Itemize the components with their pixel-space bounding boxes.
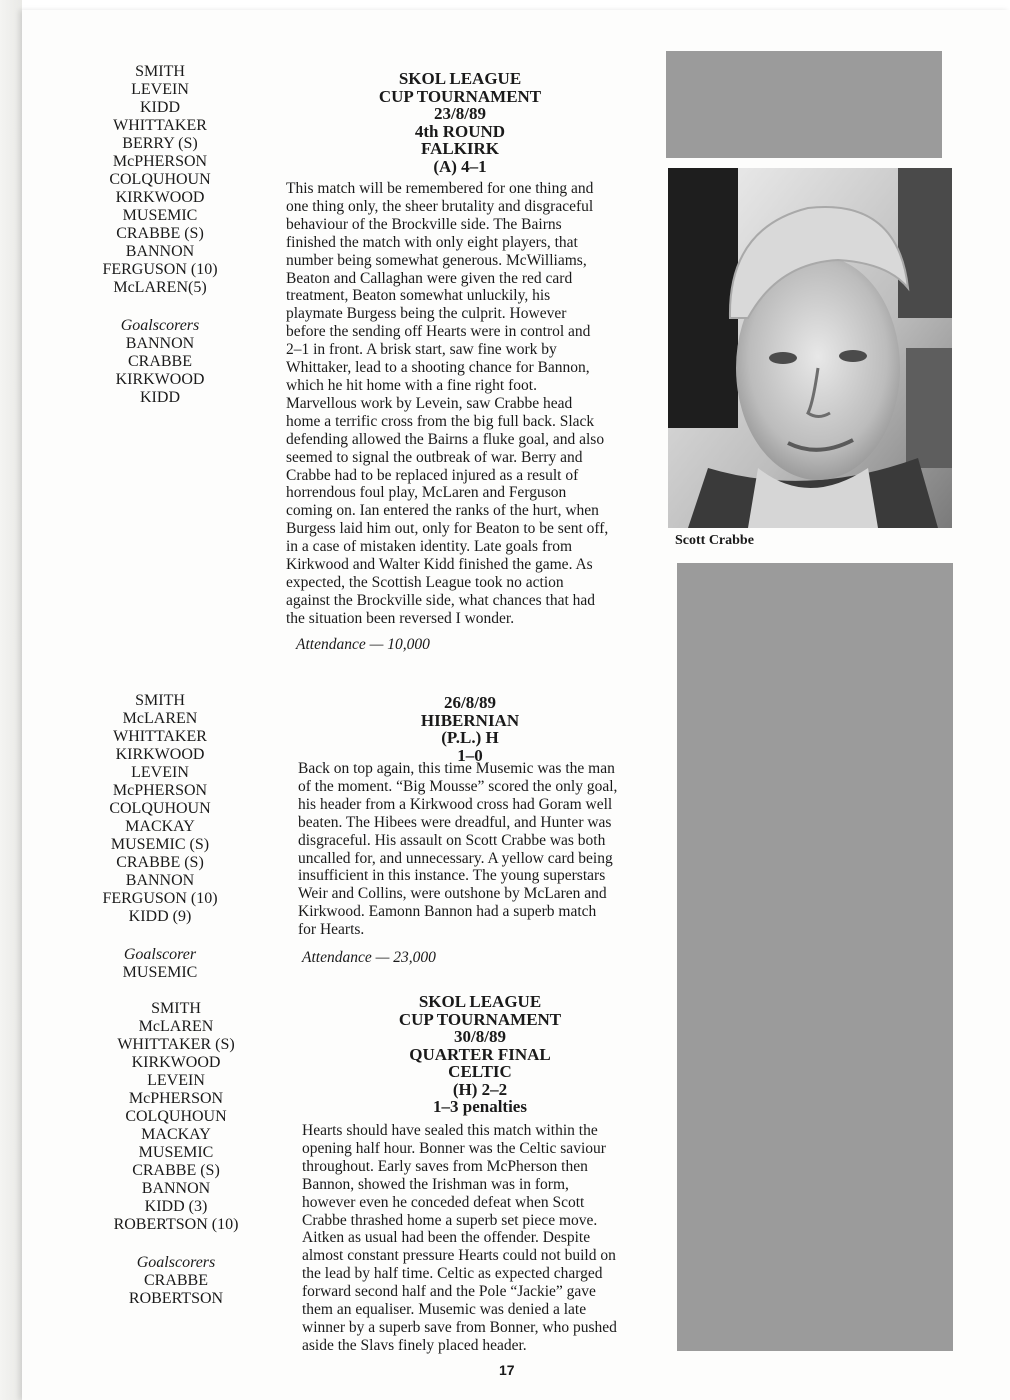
report-line: Whittaker, lead to a shooting chance for Bannon, bbox=[286, 359, 590, 377]
report-line: Weir and Collins, were outshone by McLaren and bbox=[298, 885, 607, 903]
match-date: 30/8/89 bbox=[454, 1027, 506, 1046]
player-name: COLQUHOUN bbox=[109, 800, 211, 817]
goalscorer-name: KIRKWOOD bbox=[115, 371, 205, 388]
report-line: Crabbe had to be replaced injured as a result of bbox=[286, 466, 579, 484]
player-name: COLQUHOUN bbox=[125, 1108, 227, 1125]
attendance-hibernian: Attendance — 23,000 bbox=[302, 949, 436, 966]
player-name: McPHERSON bbox=[112, 153, 208, 170]
player-name: KIDD bbox=[140, 99, 180, 116]
report-line: Aitken as usual had been the offender. Despite bbox=[302, 1229, 591, 1247]
report-line: Back on top again, this time Musemic was the man bbox=[298, 760, 615, 777]
report-line: the lead by half time. Celtic as expected charged bbox=[302, 1265, 603, 1283]
player-photo bbox=[668, 168, 952, 528]
player-name: McLAREN bbox=[138, 1018, 214, 1035]
player-name: McLAREN(5) bbox=[113, 279, 207, 296]
player-name: MACKAY bbox=[141, 1126, 211, 1143]
report-line: Hearts should have sealed this match within the bbox=[302, 1122, 598, 1139]
player-name: KIRKWOOD bbox=[115, 746, 205, 763]
player-name: LEVEIN bbox=[131, 81, 189, 98]
goalscorer-name: KIDD bbox=[140, 389, 180, 406]
report-line: uncalled for, and unnecessary. A yellow card being bbox=[298, 849, 613, 867]
player-name: MACKAY bbox=[125, 818, 195, 835]
match-round: 4th ROUND bbox=[414, 121, 506, 141]
report-line: beaten. The Hibees were dreadful, and Hunter was bbox=[298, 813, 612, 831]
player-name: BANNON bbox=[125, 243, 195, 260]
player-name: McPHERSON bbox=[112, 782, 208, 799]
report-line: insufficient in this instance. The young superstars bbox=[298, 867, 606, 885]
report-line: opening half hour. Bonner was the Celtic saviour bbox=[302, 1139, 606, 1157]
player-name: BANNON bbox=[125, 872, 195, 889]
match-score: (H) 2–2 bbox=[452, 1079, 508, 1099]
player-name: SMITH bbox=[135, 692, 185, 709]
page-edge bbox=[0, 0, 22, 1400]
penalty-result: 1–3 penalties bbox=[433, 1097, 527, 1116]
player-name: KIRKWOOD bbox=[131, 1054, 221, 1071]
report-line: seemed to signal the outbreak of war. Berry and bbox=[286, 448, 583, 466]
attendance-falkirk: Attendance — 10,000 bbox=[296, 636, 430, 653]
report-line: for Hearts. bbox=[298, 921, 365, 939]
goalscorers-label: Goalscorers bbox=[120, 317, 200, 334]
report-line: finished the match with only eight players, that bbox=[286, 233, 578, 251]
report-line: horrendous foul play, McLaren and Ferguson bbox=[286, 484, 567, 502]
report-line: home a terrific cross from the big full back. Slack bbox=[286, 412, 595, 430]
player-name: FERGUSON (10) bbox=[102, 890, 218, 907]
player-name: WHITTAKER bbox=[113, 117, 207, 134]
report-line: coming on. Ian entered the ranks of the hurt, when bbox=[286, 502, 599, 520]
player-name: BANNON bbox=[141, 1180, 211, 1197]
player-name: McLAREN bbox=[122, 710, 198, 727]
player-name: KIDD (9) bbox=[128, 908, 192, 925]
report-line: them an equaliser. Musemic was denied a late bbox=[302, 1301, 587, 1319]
report-line: however even he conceded defeat when Scott bbox=[302, 1193, 585, 1211]
player-name: CRABBE (S) bbox=[116, 854, 204, 871]
goalscorer-name: BANNON bbox=[125, 335, 195, 352]
report-line: throughout. Early saves from McPherson then bbox=[302, 1157, 588, 1175]
player-name: LEVEIN bbox=[147, 1072, 205, 1089]
player-name: SMITH bbox=[135, 63, 185, 80]
report-line: expected, the Scottish League took no action bbox=[286, 573, 564, 591]
player-name: LEVEIN bbox=[131, 764, 189, 781]
match-heading-celtic bbox=[352, 993, 608, 1116]
report-line: forward second half and the Pole “Jackie” gave bbox=[302, 1283, 596, 1301]
report-line: Bannon, showed the Irishman was in form, bbox=[302, 1175, 569, 1193]
report-line: 2–1 in front. A brisk start, saw fine work by bbox=[286, 341, 557, 359]
report-line: his header from a Kirkwood cross had Goram well bbox=[298, 795, 613, 813]
report-line: This match will be remembered for one thing and bbox=[286, 180, 594, 197]
goalscorers-label: Goalscorer bbox=[123, 946, 197, 963]
goalscorer-name: MUSEMIC bbox=[122, 964, 198, 981]
match-date: 23/8/89 bbox=[434, 104, 486, 123]
report-line: behaviour of the Brockville side. The Bairns bbox=[286, 215, 562, 233]
grey-panel-bottom bbox=[677, 563, 953, 1351]
player-name: MUSEMIC bbox=[122, 207, 198, 224]
competition-subtitle: CUP TOURNAMENT bbox=[378, 86, 542, 106]
report-line: treatment, Beaton somewhat unluckily, his bbox=[286, 287, 551, 305]
match-report-celtic bbox=[302, 1122, 660, 1355]
lineup-hibernian bbox=[60, 692, 260, 982]
report-line: Crabbe thrashed home a superb set piece move. bbox=[302, 1211, 598, 1229]
lineup-falkirk bbox=[60, 63, 260, 407]
player-name: KIRKWOOD bbox=[115, 189, 205, 206]
lineup-celtic bbox=[76, 1000, 276, 1308]
player-name: McPHERSON bbox=[128, 1090, 224, 1107]
player-name: KIDD (3) bbox=[144, 1198, 208, 1215]
report-line: the situation been reversed I wonder. bbox=[286, 609, 515, 627]
player-name: MUSEMIC bbox=[138, 1144, 214, 1161]
report-line: in a case of mistaken identity. Late goals from bbox=[286, 538, 573, 556]
page-number: 17 bbox=[499, 1362, 515, 1378]
match-date: 26/8/89 bbox=[444, 693, 496, 712]
report-line: playmate Burgess being the culprit. However bbox=[286, 305, 567, 323]
report-line: disgraceful. His assault on Scott Crabbe was both bbox=[298, 831, 606, 849]
report-line: of the moment. “Big Mousse” scored the only goal, bbox=[298, 777, 618, 795]
competition-title: SKOL LEAGUE bbox=[418, 992, 542, 1011]
player-name: SMITH bbox=[151, 1000, 201, 1017]
match-score: 1–0 bbox=[457, 745, 483, 765]
opponent-name: HIBERNIAN bbox=[420, 710, 520, 730]
player-name: BERRY (S) bbox=[122, 135, 198, 152]
portrait-illustration bbox=[668, 168, 952, 528]
goalscorer-name: CRABBE bbox=[143, 1272, 208, 1289]
grey-panel-top bbox=[666, 51, 942, 158]
match-heading-falkirk bbox=[340, 70, 580, 175]
match-score: (A) 4–1 bbox=[433, 156, 487, 176]
player-name: WHITTAKER bbox=[113, 728, 207, 745]
player-name: CRABBE (S) bbox=[132, 1162, 220, 1179]
match-round: QUARTER FINAL bbox=[409, 1044, 551, 1064]
match-venue: (P.L.) H bbox=[441, 728, 499, 747]
match-report-hibernian bbox=[298, 760, 656, 939]
report-line: aside the Slavs finely placed header. bbox=[302, 1336, 527, 1354]
report-line: almost constant pressure Hearts could not build on bbox=[302, 1247, 616, 1265]
report-line: number being somewhat generous. McWilliams, bbox=[286, 251, 587, 269]
report-line: Beaton and Callaghan were given the red card bbox=[286, 269, 573, 287]
report-line: which he hit home with a fine right foot. bbox=[286, 376, 537, 394]
player-name: MUSEMIC (S) bbox=[110, 836, 210, 853]
player-name: WHITTAKER (S) bbox=[117, 1036, 235, 1053]
competition-title: SKOL LEAGUE bbox=[398, 69, 522, 88]
player-name: ROBERTSON (10) bbox=[113, 1216, 239, 1233]
player-name: COLQUHOUN bbox=[109, 171, 211, 188]
goalscorer-name: CRABBE bbox=[127, 353, 192, 370]
goalscorers-label: Goalscorers bbox=[136, 1254, 216, 1271]
player-name: CRABBE (S) bbox=[116, 225, 204, 242]
report-line: Kirkwood and Walter Kidd finished the game. As bbox=[286, 556, 593, 574]
report-line: against the Brockville side, what chances that had bbox=[286, 591, 596, 609]
report-line: Kirkwood. Eamonn Bannon had a superb match bbox=[298, 903, 597, 921]
photo-caption: Scott Crabbe bbox=[675, 533, 754, 548]
report-line: before the sending off Hearts were in control and bbox=[286, 323, 591, 341]
report-line: winner by a superb save from Bonner, who pushed bbox=[302, 1318, 617, 1336]
report-line: one thing only, the sheer brutality and disgraceful bbox=[286, 197, 594, 215]
opponent-name: CELTIC bbox=[448, 1062, 512, 1081]
competition-subtitle: CUP TOURNAMENT bbox=[398, 1009, 562, 1029]
report-line: Burgess laid him out, only for Beaton to be sent off, bbox=[286, 520, 609, 538]
opponent-name: FALKIRK bbox=[420, 139, 500, 158]
player-name: FERGUSON (10) bbox=[102, 261, 218, 278]
report-line: Marvellous work by Levein, saw Crabbe head bbox=[286, 394, 573, 412]
goalscorer-name: ROBERTSON bbox=[128, 1290, 224, 1307]
match-heading-hibernian bbox=[360, 694, 580, 764]
report-line: defending allowed the Bairns a fluke goal, and also bbox=[286, 430, 605, 448]
match-report-falkirk bbox=[286, 180, 648, 628]
